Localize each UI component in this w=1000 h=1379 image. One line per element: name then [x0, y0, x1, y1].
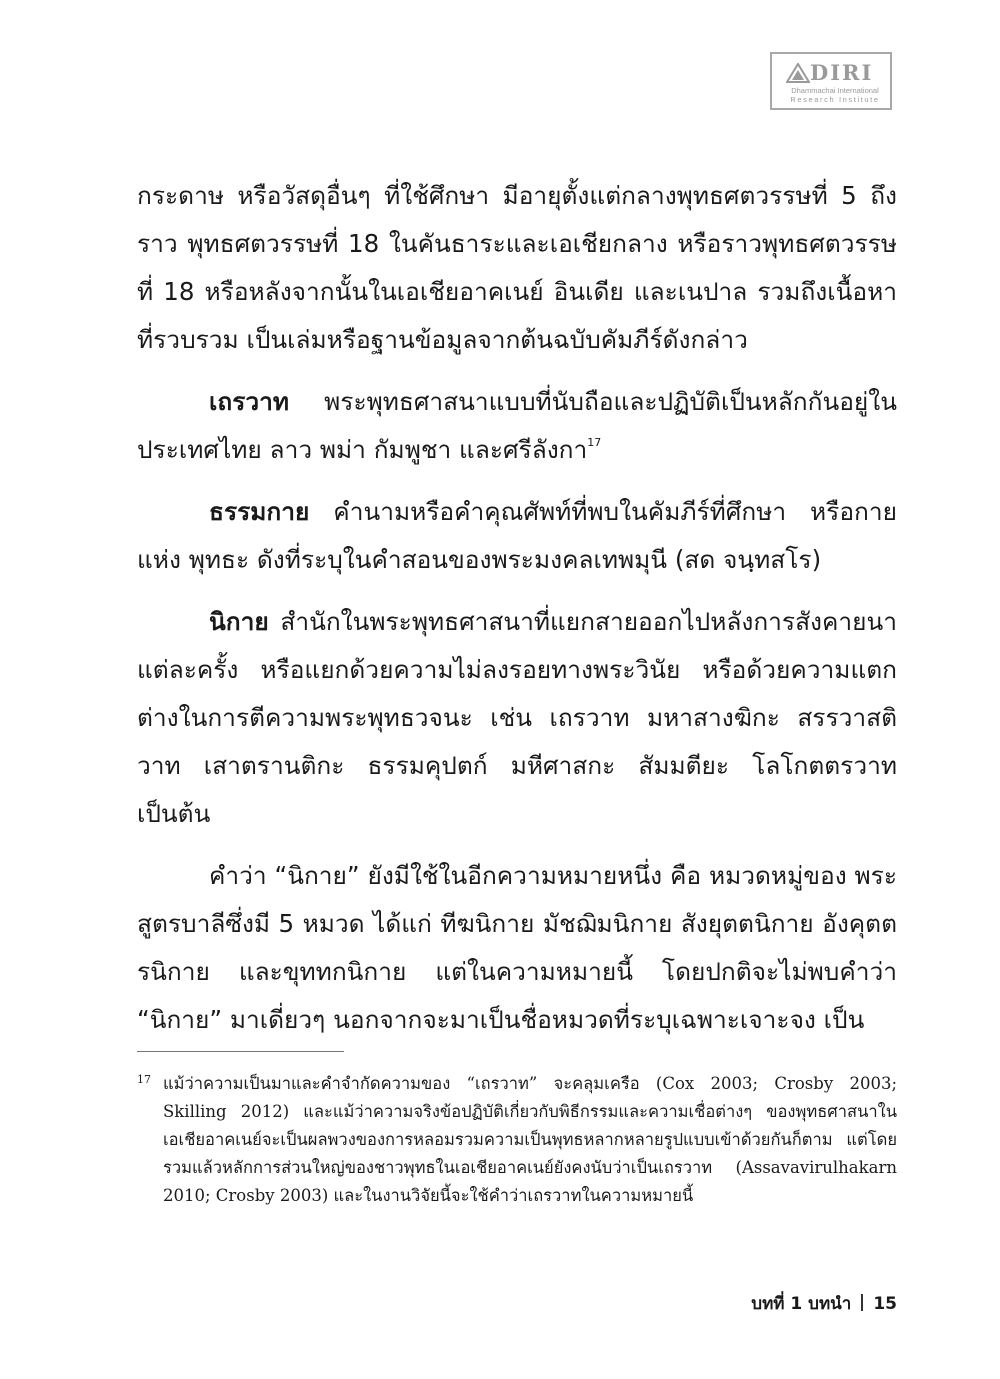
- paragraph-nikaya: [137, 598, 897, 838]
- term-nikaya: นิกาย: [209, 607, 269, 636]
- footnote-divider: [137, 1051, 344, 1052]
- footnote-text: แม้ว่าความเป็นมาและคำจำกัดความของ “เถรวาท” จะคลุมเครือ (Cox 2003; Crosby 2003; Skilling 2012) และแม้ว่าความจริงข้อปฏิบัติเกี่ยวกับพิธีกรรมและความเชื่อต่างๆ ของพุทธศาสนาในเอเชียอาคเนย์จะเป็นผลพวงของการหลอมรวมความเป็นพุทธหลากหลายรูปแบบเข้าด้วยกันก็ตาม แต่โดยรวมแล้วหลักการส่วนใหญ่ของชาวพุทธในเอเชียอาคเนย์ยังคงนับว่าเป็นเถรวาท (Assavavirulhakarn 2010; Crosby 2003) และในงานวิจัยนี้จะใช้คำว่าเถรวาทในความหมายนี้: [163, 1074, 897, 1205]
- footnote-number: 17: [137, 1073, 151, 1086]
- logo-subtitle-line1: Dhammachai International: [791, 86, 879, 95]
- footnote-reference[interactable]: 17: [587, 436, 602, 449]
- term-theravada: เถรวาท: [209, 387, 290, 416]
- definition-dhammakaya: คำนามหรือคำคุณศัพท์ที่พบในคัมภีร์ที่ศึกษา หรือกายแห่ง พุทธะ ดังที่ระบุในคำสอนของพระมงคลเทพมุนี (สด จนฺทสโร): [137, 497, 897, 574]
- definition-theravada: พระพุทธศาสนาแบบที่นับถือและปฏิบัติเป็นหลักกันอยู่ใน ประเทศไทย ลาว พม่า กัมพูชา และศรีลังกา: [137, 387, 897, 464]
- term-dhammakaya: ธรรมกาย: [209, 497, 310, 526]
- triangle-emblem-icon: [786, 63, 810, 83]
- paragraph-nikaya-meaning: คำว่า “นิกาย” ยังมีใช้ในอีกความหมายหนึ่ง คือ หมวดหมู่ของ พระสูตรบาลีซึ่งมี 5 หมวด ได้แก่ ทีฆนิกาย มัชฌิมนิกาย สังยุตตนิกาย อังคุตตรนิกาย และขุททกนิกาย แต่ในความหมายนี้ โดยปกติจะไม่พบคำว่า “นิกาย” มาเดี่ยวๆ นอกจากจะมาเป็นชื่อหมวดที่ระบุเฉพาะเจาะจง เป็น: [137, 861, 897, 1034]
- diri-logo: [770, 52, 892, 110]
- logo-subtitle-line2: Research Institute: [790, 95, 880, 104]
- definition-nikaya: สำนักในพระพุทธศาสนาที่แยกสายออกไปหลังการสังคายนา แต่ละครั้ง หรือแยกด้วยความไม่ลงรอยทางพระวินัย หรือด้วยความแตก ต่างในการตีความพระพุทธวจนะ เช่น เถรวาท มหาสางฆิกะ สรรวาสติวาท เสาตรานติกะ ธรรมคุปตก์ มหีศาสกะ สัมมตียะ โลโกตตรวาท เป็นต้น: [137, 607, 897, 828]
- chapter-label: บทที่ 1 บทนำ: [751, 1294, 852, 1314]
- page-footer: [751, 1290, 897, 1317]
- paragraph-theravada: [137, 378, 897, 474]
- page-number: 15: [873, 1294, 897, 1314]
- paragraph-dhammakaya: [137, 488, 897, 584]
- footnote: [137, 1070, 897, 1210]
- logo-title: DIRI: [810, 60, 874, 85]
- footer-separator: [861, 1294, 863, 1311]
- main-text: [137, 172, 897, 1058]
- paragraph-continuation: กระดาษ หรือวัสดุอื่นๆ ที่ใช้ศึกษา มีอายุตั้งแต่กลางพุทธศตวรรษที่ 5 ถึงราว พุทธศตวรรษที่ 18 ในคันธาระและเอเชียกลาง หรือราวพุทธศตวรรษที่ 18 หรือหลังจากนั้นในเอเชียอาคเนย์ อินเดีย และเนปาล รวมถึงเนื้อหาที่รวบรวม เป็นเล่มหรือฐานข้อมูลจากต้นฉบับคัมภีร์ดังกล่าว: [137, 181, 897, 354]
